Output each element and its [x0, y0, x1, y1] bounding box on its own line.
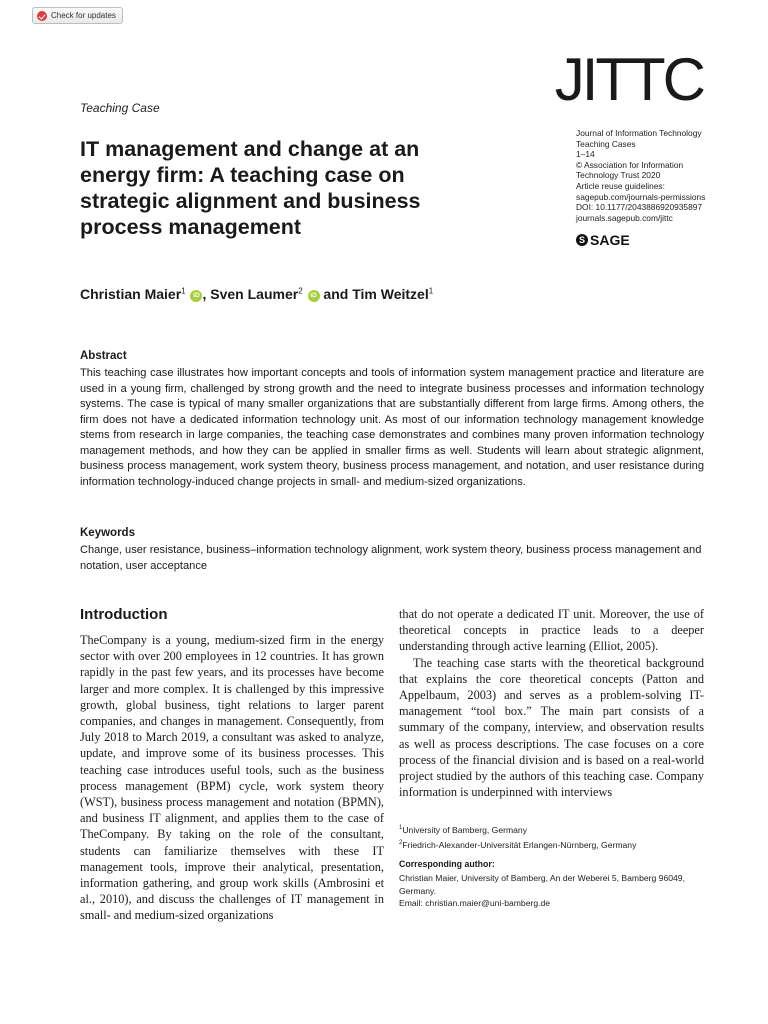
journal-info-line: Teaching Cases: [576, 138, 636, 149]
affiliations: [399, 822, 704, 852]
orcid-icon[interactable]: iD: [308, 290, 320, 302]
article-title: IT management and change at an energy firm: A teaching case on strategic alignment and business process management: [80, 137, 421, 239]
author-affiliation-mark: 2: [298, 286, 303, 296]
sage-icon: S: [576, 234, 588, 246]
body-paragraph: The teaching case starts with the theoretical background that explains the core theoretical concepts (Patton and Appelbaum, 2003) and serves as a problem-solving IT-management “tool box.” The main part consists of a summary of the company, interview, and observation results as well as process descriptions. The case focuses on a core process of the financial division and is based on a real-world project studied by the authors of this teaching case. Company information is underpinned with interviews: [399, 655, 704, 800]
affiliation-mark: 2: [399, 839, 403, 846]
affiliation-text: University of Bamberg, Germany: [402, 824, 527, 835]
author-name: Tim Weitzel: [352, 286, 429, 302]
affiliation-item: [399, 822, 704, 837]
journal-info-line[interactable]: journals.sagepub.com/jittc: [576, 212, 673, 223]
check-for-updates-label: Check for updates: [51, 11, 116, 20]
corresponding-author-info: [399, 872, 704, 910]
body-paragraph: TheCompany is a young, medium-sized firm in the energy sector with over 200 employees in 12 countries. It has grown rapidly in the past few years, and its processes have become larger and more complex. It is challenged by this impressive growth, global business, tight relations to larger parent companies, and changes in management. Consequently, from July 2018 to March 2019, a consultant was asked to analyze, update, and improve some of its business processes. This teaching case introduces useful tools, such as the business process management (BPM) cycle, work system theory (WST), business process management and notation (BPMN), and business IT alignment, and applies them to the case of TheCompany. By taking on the role of the consultant, students can familiarize themselves with these IT management tools, improve their analytical, presentation, information gathering, and group work skills (Ambrosini et al., 2010), and discuss the challenges of IT management in small- and medium-sized organizations: [80, 633, 384, 923]
author-affiliation-mark: 1: [181, 286, 186, 296]
corresponding-address: Christian Maier, University of Bamberg, An der Weberei 5, Bamberg 96049, Germany.: [399, 873, 685, 896]
affiliation-mark: 1: [399, 825, 403, 831]
abstract-text: This teaching case illustrates how important concepts and tools of information system management practice and literature are used in a young firm, challenged by strong growth and the need to integrate business processes and information technology systems. The case is typical of many smaller organizations that are substantially different from large firms. Among others, the firm does not have a dedicated information technology unit. As most of our information technology management knowledge stems from research in large companies, the teaching case demonstrates and combines many proven information technology management methods, and how they can be applied in smaller firms as well. Students will learn about strategic alignment, business process management, work system theory, business process management, and notation, and user resistance during information technology-induced change projects in small- and medium-sized organizations.: [80, 367, 704, 488]
journal-info-line[interactable]: sagepub.com/journals-permissions: [576, 191, 706, 202]
journal-info: [576, 128, 726, 223]
publisher-logo: [576, 232, 630, 248]
article-type: Teaching Case: [80, 101, 160, 115]
introduction-heading: Introduction: [80, 606, 168, 623]
journal-info-line: © Association for Information: [576, 159, 684, 170]
abstract-heading: Abstract: [80, 350, 127, 362]
affiliation-text: Friedrich-Alexander-Universität Erlangen-Nürnberg, Germany: [402, 839, 637, 850]
keywords-heading: Keywords: [80, 527, 135, 539]
journal-logo: JITTC: [554, 46, 703, 113]
body-column-left: [80, 632, 384, 924]
journal-info-line: Article reuse guidelines:: [576, 180, 665, 191]
keywords-text: Change, user resistance, business–information technology alignment, work system theory, business process management and notation, user acceptance: [80, 544, 702, 572]
corresponding-email[interactable]: Email: christian.maier@uni-bamberg.de: [399, 898, 551, 908]
body-column-right: [399, 606, 704, 800]
author-separator: ,: [202, 286, 211, 302]
orcid-icon[interactable]: iD: [190, 290, 202, 302]
journal-info-line: Technology Trust 2020: [576, 170, 661, 181]
check-icon: [37, 11, 47, 21]
publisher-name: SAGE: [590, 232, 630, 248]
author-list: [80, 286, 433, 302]
author-name: Sven Laumer: [210, 286, 299, 302]
check-for-updates-badge[interactable]: [32, 7, 123, 24]
body-paragraph: that do not operate a dedicated IT unit. Moreover, the use of theoretical concepts in practice leads to a deeper understanding through active learning (Elliot, 2005).: [399, 607, 704, 654]
journal-info-line[interactable]: DOI: 10.1177/2043886920935897: [576, 202, 703, 213]
journal-info-line: Journal of Information Technology: [576, 128, 702, 138]
journal-info-line: 1–14: [576, 149, 595, 160]
author-separator: and: [319, 286, 353, 302]
affiliation-item: [399, 837, 704, 852]
author-name: Christian Maier: [80, 286, 182, 302]
author-affiliation-mark: 1: [428, 286, 434, 296]
corresponding-author-heading: Corresponding author:: [399, 859, 495, 869]
